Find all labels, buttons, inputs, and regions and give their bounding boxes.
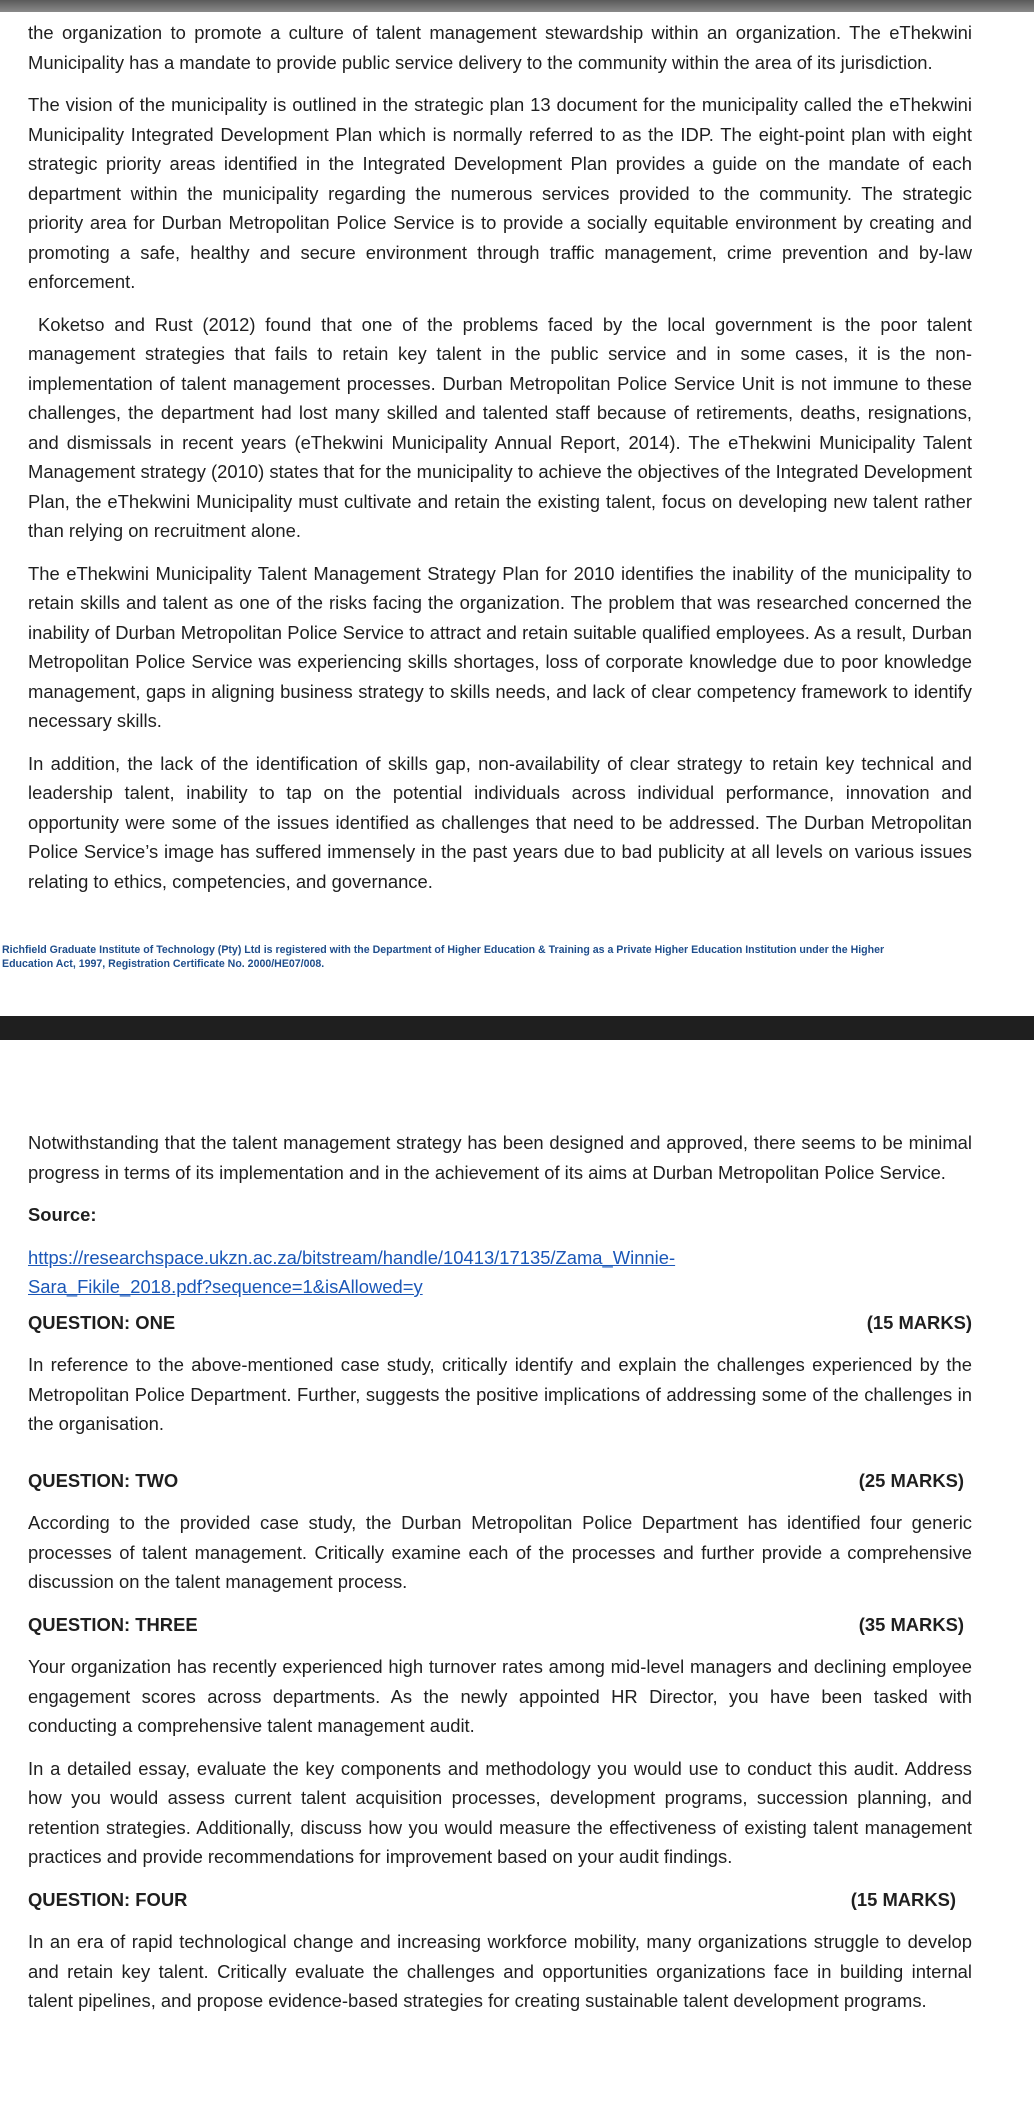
document-page-1 [28,18,972,909]
question-three-text: Your organization has recently experienced high turnover rates among mid-level managers and declining employee engagement scores across departments. As the newly appointed HR Director, you have been tasked with conducting a comprehensive talent management audit. [28,1656,972,1736]
question-marks: (35 MARKS) [858,1613,964,1635]
spacer [28,1452,972,1466]
source-link-line[interactable]: https://researchspace.ukzn.ac.za/bitstream/handle/10413/17135/Zama_Winnie- [28,1246,676,1268]
source-label: Source: [28,1204,97,1225]
question-title: QUESTION: ONE [28,1311,176,1333]
page-footer: Richfield Graduate Institute of Technology (Pty) Ltd is registered with the Department of Higher Education & Training as a Private Higher Education Institution under the Higher Education Act, 1997, Registration Certificate No. 2000/HE07/008. [2,944,885,970]
question-marks: (25 MARKS) [858,1469,964,1491]
body-paragraph: The vision of the municipality is outlined in the strategic plan 13 document for the municipality called the eThekwini Municipality Integrated Development Plan which is normally referred to as the IDP. The eight-point plan with eight strategic priority areas identified in the Integrated Development Plan provides a guide on the mandate of each department within the municipality regarding the numerous services provided to the community. The strategic priority area for Durban Metropolitan Police Service is to provide a socially equitable environment by creating and promoting a safe, healthy and secure environment through traffic management, crime prevention and by-law enforcement. [28,94,972,292]
body-paragraph: In addition, the lack of the identification of skills gap, non-availability of clear strategy to retain key technical and leadership talent, inability to tap on the potential individuals across individual performance, innovation and opportunity were some of the issues identified as challenges that need to be addressed. The Durban Metropolitan Police Service’s image has suffered immensely in the past years due to bad publicity at all levels on various issues relating to ethics, competencies, and governance. [28,752,972,892]
question-three-text: In a detailed essay, evaluate the key components and methodology you would use to conduct this audit. Address how you would assess current talent acquisition processes, development programs, succession planning, and retention strategies. Additionally, discuss how you would measure the effectiveness of existing talent management practices and provide recommendations for improvement based on your audit findings. [28,1757,972,1867]
body-paragraph: the organization to promote a culture of talent management stewardship within an organization. The eThekwini Municipality has a mandate to provide public service delivery to the community within the area of its jurisdiction. [28,22,972,73]
body-paragraph: Koketso and Rust (2012) found that one of the problems faced by the local government is the poor talent management strategies that fails to retain key talent in the public service and in some cases, it is the non-implementation of talent management processes. Durban Metropolitan Police Service Unit is not immune to these challenges, the department had lost many skilled and talented staff because of retirements, deaths, resignations, and dismissals in recent years (eThekwini Municipality Annual Report, 2014). The eThekwini Municipality Talent Management strategy (2010) states that for the municipality to achieve the objectives of the Integrated Development Plan, the eThekwini Municipality must cultivate and retain the existing talent, focus on developing new talent rather than relying on recruitment alone. [28,313,972,541]
question-three-heading [28,1610,964,1640]
question-two-heading [28,1466,964,1496]
intro-paragraph: Notwithstanding that the talent management strategy has been designed and approved, there seems to be minimal progress in terms of its implementation and in the achievement of its aims at Durban Metropolitan Police Service. [28,1132,972,1183]
question-one-heading [28,1308,972,1338]
question-four-heading [28,1885,956,1915]
source-link-line[interactable]: Sara_Fikile_2018.pdf?sequence=1&isAllowed=y [28,1276,423,1297]
question-one-text: In reference to the above-mentioned case study, critically identify and explain the challenges experienced by the Metropolitan Police Department. Further, suggests the positive implications of addressing some of the challenges in the organisation. [28,1354,972,1434]
question-marks: (15 MARKS) [866,1311,972,1333]
question-title: QUESTION: TWO [28,1469,179,1491]
body-paragraph: The eThekwini Municipality Talent Management Strategy Plan for 2010 identifies the inability of the municipality to retain skills and talent as one of the risks facing the organization. The problem that was researched concerned the inability of Durban Metropolitan Police Service to attract and retain suitable qualified employees. As a result, Durban Metropolitan Police Service was experiencing skills shortages, loss of corporate knowledge due to poor knowledge management, gaps in aligning business strategy to skills needs, and lack of clear competency framework to identify necessary skills. [28,562,972,731]
top-page-edge [0,0,1034,12]
question-title: QUESTION: THREE [28,1613,198,1635]
source-link[interactable] [28,1243,972,1302]
document-page-2 [28,1128,972,2029]
question-title: QUESTION: FOUR [28,1888,188,1910]
question-two-text: According to the provided case study, the Durban Metropolitan Police Department has identified four generic processes of talent management. Critically examine each of the processes and further provide a comprehensive discussion on the talent management process. [28,1512,972,1592]
question-marks: (15 MARKS) [850,1888,956,1910]
page-break-divider [0,1016,1034,1040]
question-four-text: In an era of rapid technological change and increasing workforce mobility, many organizations struggle to develop and retain key talent. Critically evaluate the challenges and opportunities organizations face in building internal talent pipelines, and propose evidence-based strategies for creating sustainable talent development programs. [28,1931,972,2011]
